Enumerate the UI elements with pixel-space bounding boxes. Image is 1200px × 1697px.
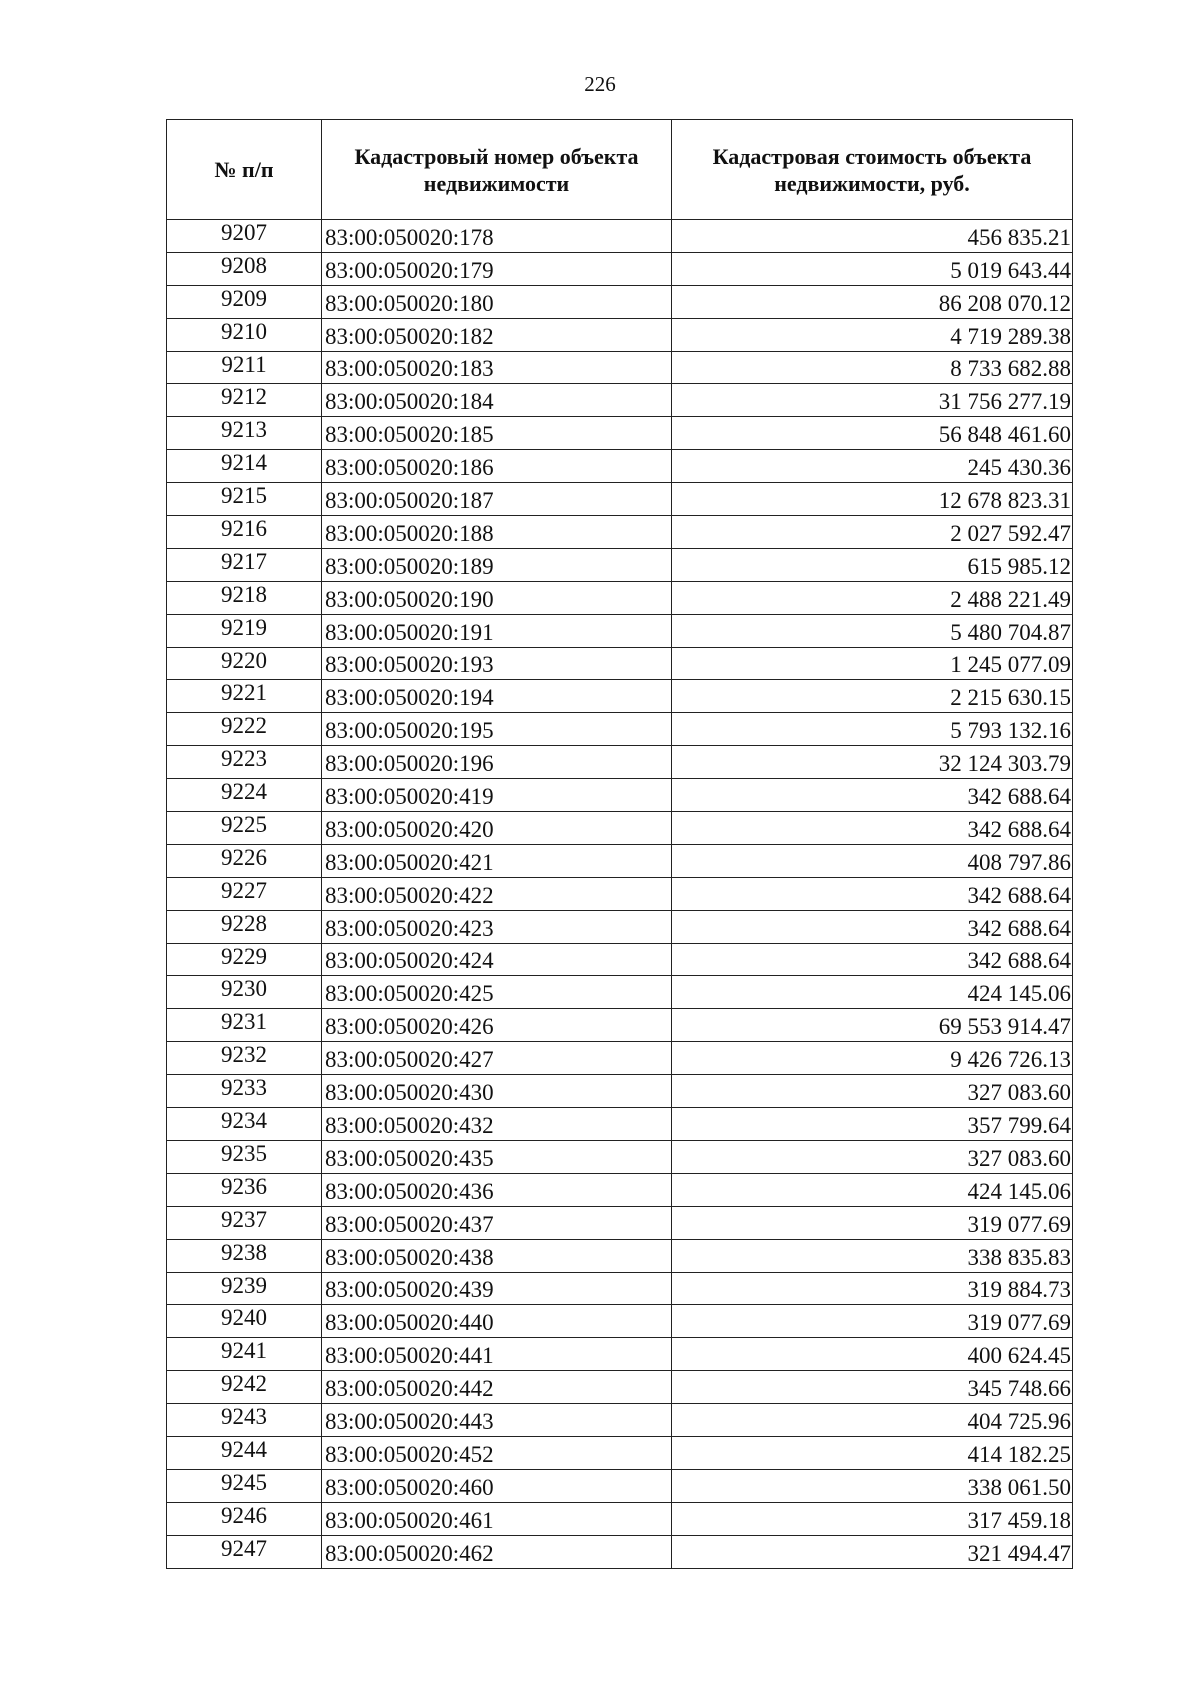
row-number-cell: 9230: [167, 976, 322, 1009]
cadastral-number-cell: 83:00:050020:421: [322, 844, 672, 877]
table-row: [167, 450, 1073, 483]
cadastral-value-cell: 408 797.86: [672, 844, 1073, 877]
cadastral-number-cell: 83:00:050020:435: [322, 1140, 672, 1173]
table-row: [167, 1206, 1073, 1239]
table-row: [167, 1239, 1073, 1272]
table-row: [167, 516, 1073, 549]
cadastral-value-cell: 400 624.45: [672, 1338, 1073, 1371]
table-row: [167, 812, 1073, 845]
cadastral-value-cell: 357 799.64: [672, 1108, 1073, 1141]
table-row: [167, 614, 1073, 647]
cadastral-number-cell: 83:00:050020:183: [322, 351, 672, 384]
cadastral-number-cell: 83:00:050020:437: [322, 1206, 672, 1239]
row-number-cell: 9207: [167, 220, 322, 253]
row-number-cell: 9243: [167, 1404, 322, 1437]
table-row: [167, 844, 1073, 877]
cadastral-value-cell: 5 793 132.16: [672, 713, 1073, 746]
table-row: [167, 877, 1073, 910]
row-number-cell: 9215: [167, 483, 322, 516]
cadastral-value-cell: 615 985.12: [672, 548, 1073, 581]
cadastral-value-cell: 5 019 643.44: [672, 252, 1073, 285]
cadastral-value-cell: 12 678 823.31: [672, 483, 1073, 516]
cadastral-value-cell: 456 835.21: [672, 220, 1073, 253]
row-number-cell: 9211: [167, 351, 322, 384]
cadastral-number-cell: 83:00:050020:191: [322, 614, 672, 647]
cadastral-number-cell: 83:00:050020:180: [322, 285, 672, 318]
table-row: [167, 1042, 1073, 1075]
cadastral-value-cell: 2 488 221.49: [672, 581, 1073, 614]
table-row: [167, 483, 1073, 516]
cadastral-value-cell: 424 145.06: [672, 1173, 1073, 1206]
table-row: [167, 252, 1073, 285]
cadastral-number-cell: 83:00:050020:185: [322, 417, 672, 450]
cadastral-value-cell: 345 748.66: [672, 1371, 1073, 1404]
cadastral-number-cell: 83:00:050020:441: [322, 1338, 672, 1371]
row-number-cell: 9245: [167, 1469, 322, 1502]
cadastral-number-cell: 83:00:050020:462: [322, 1535, 672, 1568]
row-number-cell: 9225: [167, 812, 322, 845]
cadastral-value-cell: 86 208 070.12: [672, 285, 1073, 318]
cadastral-value-cell: 342 688.64: [672, 943, 1073, 976]
table-row: [167, 1305, 1073, 1338]
row-number-cell: 9239: [167, 1272, 322, 1305]
cadastral-value-cell: 5 480 704.87: [672, 614, 1073, 647]
cadastral-number-cell: 83:00:050020:187: [322, 483, 672, 516]
table-row: [167, 220, 1073, 253]
table-row: [167, 713, 1073, 746]
row-number-cell: 9220: [167, 647, 322, 680]
page-number: 226: [584, 72, 616, 96]
cadastral-number-cell: 83:00:050020:424: [322, 943, 672, 976]
header-row: [167, 120, 1073, 220]
header-cadastral-number: Кадастровый номер объекта недвижимости: [322, 120, 672, 220]
row-number-cell: 9218: [167, 581, 322, 614]
cadastral-value-cell: 69 553 914.47: [672, 1009, 1073, 1042]
cadastral-number-cell: 83:00:050020:195: [322, 713, 672, 746]
cadastral-number-cell: 83:00:050020:452: [322, 1436, 672, 1469]
table-row: [167, 1502, 1073, 1535]
row-number-cell: 9228: [167, 910, 322, 943]
cadastral-value-cell: 2 215 630.15: [672, 680, 1073, 713]
cadastral-number-cell: 83:00:050020:419: [322, 779, 672, 812]
cadastral-value-cell: 342 688.64: [672, 910, 1073, 943]
table-row: [167, 548, 1073, 581]
cadastral-value-cell: 31 756 277.19: [672, 384, 1073, 417]
table-row: [167, 779, 1073, 812]
table-row: [167, 1140, 1073, 1173]
table-row: [167, 976, 1073, 1009]
table-row: [167, 581, 1073, 614]
cadastral-number-cell: 83:00:050020:439: [322, 1272, 672, 1305]
table-row: [167, 680, 1073, 713]
row-number-cell: 9247: [167, 1535, 322, 1568]
cadastral-number-cell: 83:00:050020:461: [322, 1502, 672, 1535]
row-number-cell: 9240: [167, 1305, 322, 1338]
row-number-cell: 9221: [167, 680, 322, 713]
cadastral-value-cell: 319 884.73: [672, 1272, 1073, 1305]
cadastral-number-cell: 83:00:050020:440: [322, 1305, 672, 1338]
cadastral-number-cell: 83:00:050020:189: [322, 548, 672, 581]
row-number-cell: 9214: [167, 450, 322, 483]
row-number-cell: 9236: [167, 1173, 322, 1206]
cadastral-value-table-container: [166, 119, 1072, 1569]
cadastral-value-cell: 321 494.47: [672, 1535, 1073, 1568]
table-row: [167, 1272, 1073, 1305]
cadastral-value-cell: 9 426 726.13: [672, 1042, 1073, 1075]
cadastral-number-cell: 83:00:050020:184: [322, 384, 672, 417]
cadastral-value-cell: 56 848 461.60: [672, 417, 1073, 450]
cadastral-value-cell: 424 145.06: [672, 976, 1073, 1009]
cadastral-value-cell: 338 835.83: [672, 1239, 1073, 1272]
cadastral-number-cell: 83:00:050020:196: [322, 746, 672, 779]
table-row: [167, 1009, 1073, 1042]
cadastral-value-cell: 32 124 303.79: [672, 746, 1073, 779]
row-number-cell: 9231: [167, 1009, 322, 1042]
row-number-cell: 9223: [167, 746, 322, 779]
cadastral-number-cell: 83:00:050020:190: [322, 581, 672, 614]
row-number-cell: 9224: [167, 779, 322, 812]
table-row: [167, 1404, 1073, 1437]
table-row: [167, 285, 1073, 318]
cadastral-value-cell: 319 077.69: [672, 1305, 1073, 1338]
row-number-cell: 9227: [167, 877, 322, 910]
row-number-cell: 9208: [167, 252, 322, 285]
cadastral-number-cell: 83:00:050020:438: [322, 1239, 672, 1272]
table-row: [167, 384, 1073, 417]
cadastral-value-cell: 404 725.96: [672, 1404, 1073, 1437]
cadastral-number-cell: 83:00:050020:193: [322, 647, 672, 680]
cadastral-value-cell: 317 459.18: [672, 1502, 1073, 1535]
cadastral-number-cell: 83:00:050020:194: [322, 680, 672, 713]
cadastral-number-cell: 83:00:050020:443: [322, 1404, 672, 1437]
table-row: [167, 1535, 1073, 1568]
table-row: [167, 746, 1073, 779]
row-number-cell: 9212: [167, 384, 322, 417]
cadastral-value-cell: 245 430.36: [672, 450, 1073, 483]
table-row: [167, 1173, 1073, 1206]
cadastral-number-cell: 83:00:050020:426: [322, 1009, 672, 1042]
cadastral-number-cell: 83:00:050020:425: [322, 976, 672, 1009]
cadastral-value-cell: 327 083.60: [672, 1075, 1073, 1108]
table-row: [167, 647, 1073, 680]
cadastral-number-cell: 83:00:050020:460: [322, 1469, 672, 1502]
row-number-cell: 9229: [167, 943, 322, 976]
row-number-cell: 9241: [167, 1338, 322, 1371]
row-number-cell: 9232: [167, 1042, 322, 1075]
row-number-cell: 9246: [167, 1502, 322, 1535]
table-row: [167, 1338, 1073, 1371]
table-row: [167, 417, 1073, 450]
cadastral-number-cell: 83:00:050020:186: [322, 450, 672, 483]
cadastral-number-cell: 83:00:050020:427: [322, 1042, 672, 1075]
row-number-cell: 9233: [167, 1075, 322, 1108]
header-cadastral-value: Кадастровая стоимость объекта недвижимости, руб.: [672, 120, 1073, 220]
row-number-cell: 9216: [167, 516, 322, 549]
table-row: [167, 1469, 1073, 1502]
cadastral-value-cell: 1 245 077.09: [672, 647, 1073, 680]
cadastral-number-cell: 83:00:050020:423: [322, 910, 672, 943]
cadastral-number-cell: 83:00:050020:179: [322, 252, 672, 285]
cadastral-value-cell: 338 061.50: [672, 1469, 1073, 1502]
table-body: [167, 220, 1073, 1569]
table-row: [167, 351, 1073, 384]
table-row: [167, 1108, 1073, 1141]
cadastral-value-cell: 8 733 682.88: [672, 351, 1073, 384]
cadastral-value-cell: 342 688.64: [672, 877, 1073, 910]
table-row: [167, 1075, 1073, 1108]
row-number-cell: 9234: [167, 1108, 322, 1141]
row-number-cell: 9210: [167, 318, 322, 351]
cadastral-number-cell: 83:00:050020:432: [322, 1108, 672, 1141]
table-row: [167, 1436, 1073, 1469]
table-header: [167, 120, 1073, 220]
cadastral-value-cell: 319 077.69: [672, 1206, 1073, 1239]
row-number-cell: 9222: [167, 713, 322, 746]
row-number-cell: 9235: [167, 1140, 322, 1173]
cadastral-value-cell: 414 182.25: [672, 1436, 1073, 1469]
table-row: [167, 910, 1073, 943]
cadastral-value-cell: 2 027 592.47: [672, 516, 1073, 549]
row-number-cell: 9242: [167, 1371, 322, 1404]
cadastral-value-cell: 342 688.64: [672, 779, 1073, 812]
cadastral-number-cell: 83:00:050020:182: [322, 318, 672, 351]
cadastral-value-table: [166, 119, 1073, 1569]
header-row-number: № п/п: [167, 120, 322, 220]
cadastral-value-cell: 4 719 289.38: [672, 318, 1073, 351]
row-number-cell: 9226: [167, 844, 322, 877]
row-number-cell: 9244: [167, 1436, 322, 1469]
cadastral-number-cell: 83:00:050020:430: [322, 1075, 672, 1108]
cadastral-number-cell: 83:00:050020:436: [322, 1173, 672, 1206]
cadastral-number-cell: 83:00:050020:420: [322, 812, 672, 845]
cadastral-number-cell: 83:00:050020:422: [322, 877, 672, 910]
row-number-cell: 9238: [167, 1239, 322, 1272]
table-row: [167, 318, 1073, 351]
table-row: [167, 1371, 1073, 1404]
cadastral-number-cell: 83:00:050020:188: [322, 516, 672, 549]
table-row: [167, 943, 1073, 976]
row-number-cell: 9209: [167, 285, 322, 318]
cadastral-number-cell: 83:00:050020:442: [322, 1371, 672, 1404]
cadastral-value-cell: 342 688.64: [672, 812, 1073, 845]
row-number-cell: 9217: [167, 548, 322, 581]
row-number-cell: 9237: [167, 1206, 322, 1239]
cadastral-value-cell: 327 083.60: [672, 1140, 1073, 1173]
cadastral-number-cell: 83:00:050020:178: [322, 220, 672, 253]
row-number-cell: 9219: [167, 614, 322, 647]
row-number-cell: 9213: [167, 417, 322, 450]
